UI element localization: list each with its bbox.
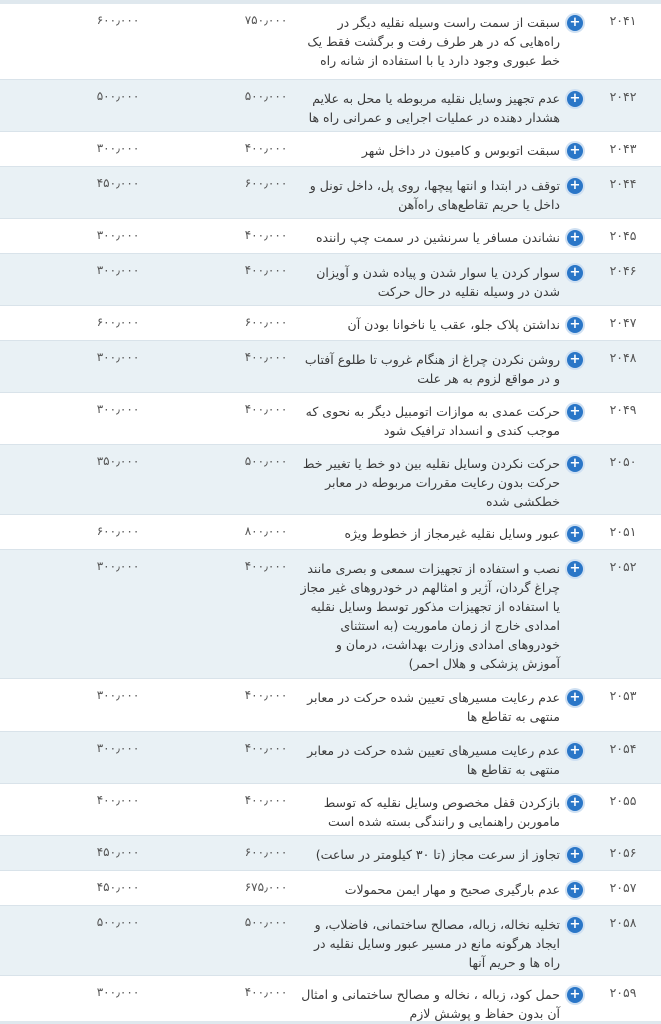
fine-amount-primary: ۶۷۵٫۰۰۰: [244, 880, 288, 894]
fine-amount-secondary: ۳۰۰٫۰۰۰: [96, 350, 140, 364]
violation-code: ۲۰۵۴: [609, 741, 637, 756]
fine-amount-primary: ۴۰۰٫۰۰۰: [244, 350, 288, 364]
expand-plus-icon[interactable]: +: [567, 352, 583, 368]
table-row: [0, 515, 661, 550]
fine-amount-secondary: ۳۰۰٫۰۰۰: [96, 741, 140, 755]
violation-description: عبور وسایل نقلیه غیرمجاز از خطوط ویژه: [344, 526, 560, 541]
violation-description: عدم تجهیز وسایل نقلیه مربوطه یا محل به علایم هشدار دهنده در عملیات اجرایی و عمرانی راه ها: [308, 91, 560, 125]
fine-amount-primary: ۵۰۰٫۰۰۰: [244, 89, 288, 103]
fine-amount-secondary: ۴۵۰٫۰۰۰: [96, 845, 140, 859]
violation-description: تخلیه نخاله، زباله، مصالح ساختمانی، فاضلاب، و ایجاد هرگونه مانع در مسیر عبور وسایل نقلیه در راه ها و حریم آنها: [313, 917, 560, 970]
fine-amount-primary: ۴۰۰٫۰۰۰: [244, 985, 288, 999]
expand-plus-icon[interactable]: +: [567, 265, 583, 281]
violation-code: ۲۰۴۳: [609, 141, 637, 156]
violation-code: ۲۰۵۸: [609, 915, 637, 930]
fine-amount-secondary: ۵۰۰٫۰۰۰: [96, 915, 140, 929]
expand-plus-icon[interactable]: +: [567, 404, 583, 420]
expand-plus-icon[interactable]: +: [567, 143, 583, 159]
violation-description: حرکت عمدی به موازات اتومبیل دیگر به نحوی که موجب کندی و انسداد ترافیک شود: [305, 404, 560, 438]
expand-plus-icon[interactable]: +: [567, 15, 583, 31]
fine-amount-secondary: ۳۰۰٫۰۰۰: [96, 141, 140, 155]
fine-amount-primary: ۴۰۰٫۰۰۰: [244, 228, 288, 242]
violation-code: ۲۰۴۹: [609, 402, 637, 417]
violation-code: ۲۰۵۵: [609, 793, 637, 808]
violation-code: ۲۰۵۶: [609, 845, 637, 860]
fine-amount-primary: ۴۰۰٫۰۰۰: [244, 559, 288, 573]
fine-amount-secondary: ۶۰۰٫۰۰۰: [96, 524, 140, 538]
violation-code: ۲۰۴۷: [609, 315, 637, 330]
fine-amount-primary: ۴۰۰٫۰۰۰: [244, 741, 288, 755]
table-row: [0, 906, 661, 976]
violation-code: ۲۰۴۶: [609, 263, 637, 278]
violation-code: ۲۰۴۱: [609, 13, 637, 28]
violation-description: تجاوز از سرعت مجاز (تا ۳۰ کیلومتر در ساعت): [315, 847, 560, 862]
fine-amount-primary: ۴۰۰٫۰۰۰: [244, 688, 288, 702]
table-row: [0, 836, 661, 871]
fine-amount-secondary: ۶۰۰٫۰۰۰: [96, 13, 140, 27]
expand-plus-icon[interactable]: +: [567, 882, 583, 898]
table-row: [0, 784, 661, 836]
violation-description: عدم بارگیری صحیح و مهار ایمن محمولات: [344, 882, 560, 897]
fine-amount-secondary: ۳۰۰٫۰۰۰: [96, 228, 140, 242]
fine-amount-secondary: ۵۰۰٫۰۰۰: [96, 89, 140, 103]
violation-code: ۲۰۴۵: [609, 228, 637, 243]
fine-amount-secondary: ۳۰۰٫۰۰۰: [96, 402, 140, 416]
table-row: [0, 80, 661, 132]
expand-plus-icon[interactable]: +: [567, 317, 583, 333]
fine-amount-secondary: ۳۰۰٫۰۰۰: [96, 263, 140, 277]
fine-amount-secondary: ۳۰۰٫۰۰۰: [96, 688, 140, 702]
violation-code: ۲۰۵۷: [609, 880, 637, 895]
fine-amount-primary: ۴۰۰٫۰۰۰: [244, 793, 288, 807]
violation-code: ۲۰۵۰: [609, 454, 637, 469]
expand-plus-icon[interactable]: +: [567, 690, 583, 706]
expand-plus-icon[interactable]: +: [567, 917, 583, 933]
violation-description: نشاندن مسافر یا سرنشین در سمت چپ راننده: [315, 230, 560, 245]
expand-plus-icon[interactable]: +: [567, 526, 583, 542]
violation-description: حرکت نکردن وسایل نقلیه بین دو خط یا تغییر خط حرکت بدون رعایت مقررات مربوطه در معابر خطکشی شده: [302, 456, 560, 509]
fine-amount-secondary: ۴۰۰٫۰۰۰: [96, 793, 140, 807]
violation-description: روشن نکردن چراغ از هنگام غروب تا طلوع آفتاب و در مواقع لزوم به هر علت: [304, 352, 560, 386]
expand-plus-icon[interactable]: +: [567, 795, 583, 811]
violation-description: سبقت از سمت راست وسیله نقلیه دیگر در راه‌هایی که در هر طرف رفت و برگشت فقط یک خط عبوری وجود دارد یا با استفاده از شانه راه: [307, 15, 560, 68]
table-row: [0, 871, 661, 906]
violation-description: عدم رعایت مسیرهای تعیین شده حرکت در معابر منتهی به تقاطع ها: [307, 690, 560, 724]
violation-description: سبقت اتوبوس و کامیون در داخل شهر: [361, 143, 560, 158]
fine-amount-primary: ۶۰۰٫۰۰۰: [244, 315, 288, 329]
expand-plus-icon[interactable]: +: [567, 91, 583, 107]
expand-plus-icon[interactable]: +: [567, 456, 583, 472]
fine-amount-primary: ۴۰۰٫۰۰۰: [244, 402, 288, 416]
fine-amount-secondary: ۶۰۰٫۰۰۰: [96, 315, 140, 329]
fine-amount-primary: ۶۰۰٫۰۰۰: [244, 176, 288, 190]
table-row: [0, 167, 661, 219]
fine-amount-primary: ۴۰۰٫۰۰۰: [244, 263, 288, 277]
table-row: [0, 341, 661, 393]
expand-plus-icon[interactable]: +: [567, 987, 583, 1003]
violation-code: ۲۰۵۳: [609, 688, 637, 703]
table-row: [0, 4, 661, 80]
violation-description: حمل کود، زباله ، نخاله و مصالح ساختمانی و امثال آن بدون حفاظ و پوشش لازم: [301, 987, 560, 1021]
expand-plus-icon[interactable]: +: [567, 847, 583, 863]
fine-amount-primary: ۴۰۰٫۰۰۰: [244, 141, 288, 155]
table-row: [0, 254, 661, 306]
violation-description: نصب و استفاده از تجهیزات سمعی و بصری مانند چراغ گردان، آژیر و امثالهم در خودروهای غیر مجاز یا استفاده از تجهیزات مذکور توسط وسایل نقلیه امدادی خارج از زمان ماموریت (به استثنای خودروهای امدادی وزارت بهداشت، درمان و آموزش پزشکی و هلال احمر): [300, 561, 560, 671]
violation-description: توقف در ابتدا و انتها پیچها، روی پل، داخل تونل و داخل یا حریم تقاطع‌های راه‌آهن: [309, 178, 560, 212]
violation-code: ۲۰۴۴: [609, 176, 637, 191]
table-row: [0, 219, 661, 254]
violation-code: ۲۰۵۲: [609, 559, 637, 574]
table-row: [0, 132, 661, 167]
violation-code: ۲۰۴۸: [609, 350, 637, 365]
fine-amount-primary: ۵۰۰٫۰۰۰: [244, 915, 288, 929]
fine-amount-secondary: ۳۰۰٫۰۰۰: [96, 985, 140, 999]
fine-amount-secondary: ۳۵۰٫۰۰۰: [96, 454, 140, 468]
expand-plus-icon[interactable]: +: [567, 743, 583, 759]
table-row: [0, 445, 661, 515]
fine-amount-primary: ۵۰۰٫۰۰۰: [244, 454, 288, 468]
fine-amount-primary: ۶۰۰٫۰۰۰: [244, 845, 288, 859]
expand-plus-icon[interactable]: +: [567, 561, 583, 577]
violation-description: بازکردن قفل مخصوص وسایل نقلیه که توسط ماموربن راهنمایی و رانندگی بسته شده است: [323, 795, 560, 829]
violation-description: عدم رعایت مسیرهای تعیین شده حرکت در معابر منتهی به تقاطع ها: [307, 743, 560, 777]
violation-code: ۲۰۵۹: [609, 985, 637, 1000]
fine-amount-secondary: ۴۵۰٫۰۰۰: [96, 176, 140, 190]
fine-amount-secondary: ۳۰۰٫۰۰۰: [96, 559, 140, 573]
table-row: [0, 976, 661, 1024]
violation-code: ۲۰۵۱: [609, 524, 637, 539]
fine-amount-secondary: ۴۵۰٫۰۰۰: [96, 880, 140, 894]
table-row: [0, 393, 661, 445]
fine-amount-primary: ۷۵۰٫۰۰۰: [244, 13, 288, 27]
violation-description: نداشتن پلاک جلو، عقب یا ناخوانا بودن آن: [347, 317, 560, 332]
table-row: [0, 732, 661, 784]
violation-code: ۲۰۴۲: [609, 89, 637, 104]
table-row: [0, 550, 661, 679]
table-row: [0, 679, 661, 732]
expand-plus-icon[interactable]: +: [567, 230, 583, 246]
violation-description: سوار کردن یا سوار شدن و پیاده شدن و آویزان شدن در وسیله نقلیه در حال حرکت: [316, 265, 560, 299]
expand-plus-icon[interactable]: +: [567, 178, 583, 194]
table-row: [0, 306, 661, 341]
fine-amount-primary: ۸۰۰٫۰۰۰: [244, 524, 288, 538]
